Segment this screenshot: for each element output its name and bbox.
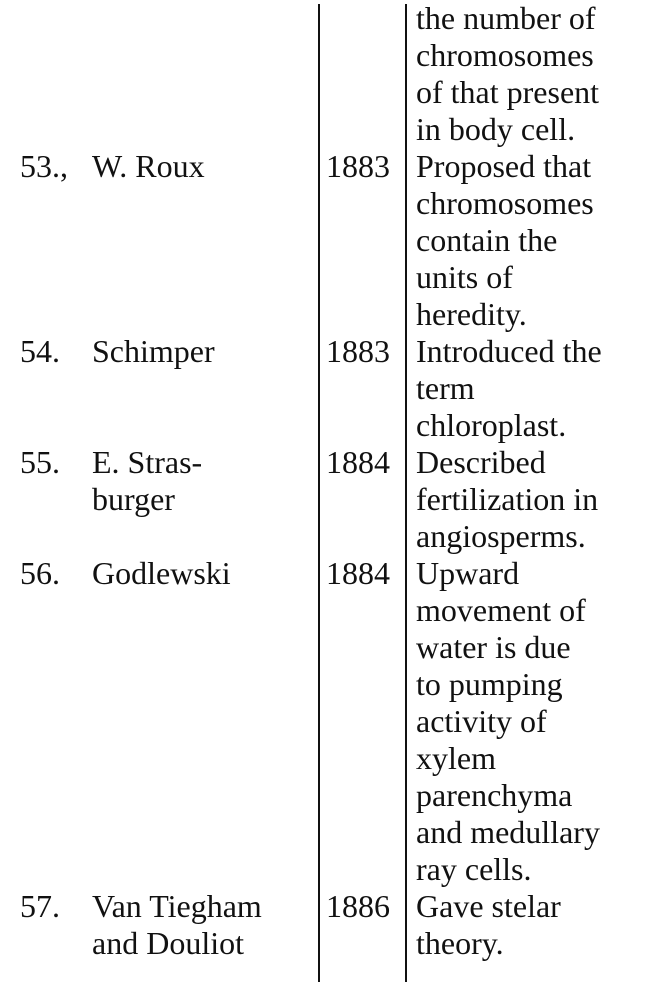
column-divider-right xyxy=(405,4,407,982)
entry-desc-line: angiosperms. xyxy=(416,518,586,554)
entry-desc-line: water is due xyxy=(416,629,571,665)
entry-desc-line: term xyxy=(416,370,475,406)
entry-desc-line: fertilization in xyxy=(416,481,599,517)
entry-number: 53., xyxy=(20,148,68,184)
entry-scientist: Godlewski xyxy=(92,555,231,591)
entry-number: 56. xyxy=(20,555,60,591)
entry-number: 57. xyxy=(20,888,60,924)
entry-desc-line: movement of xyxy=(416,592,586,628)
continued-desc-line: chromosomes xyxy=(416,37,594,73)
entry-desc-line: ray cells. xyxy=(416,851,532,887)
entry-scientist: and Douliot xyxy=(92,925,244,961)
entry-year: 1884 xyxy=(326,555,390,591)
entry-desc-line: Gave stelar xyxy=(416,888,561,924)
entry-scientist: W. Roux xyxy=(92,148,205,184)
entry-desc-line: to pumping xyxy=(416,666,563,702)
entry-desc-line: activity of xyxy=(416,703,547,739)
entry-desc-line: Proposed that xyxy=(416,148,592,184)
entry-year: 1884 xyxy=(326,444,390,480)
entry-scientist: Van Tiegham xyxy=(92,888,262,924)
entry-desc-line: theory. xyxy=(416,925,504,961)
column-divider-left xyxy=(318,4,320,982)
entry-desc-line: Introduced the xyxy=(416,333,602,369)
entry-desc-line: contain the xyxy=(416,222,558,258)
entry-desc-line: and medullary xyxy=(416,814,600,850)
continued-desc-line: of that present xyxy=(416,74,600,110)
entry-year: 1883 xyxy=(326,333,390,369)
entry-scientist: burger xyxy=(92,481,175,517)
entry-year: 1883 xyxy=(326,148,390,184)
continued-desc-line: the number of xyxy=(416,0,596,36)
entry-desc-line: Upward xyxy=(416,555,520,591)
entry-scientist: E. Stras- xyxy=(92,444,203,480)
entry-desc-line: parenchyma xyxy=(416,777,573,813)
entry-desc-line: heredity. xyxy=(416,296,527,332)
entry-desc-line: chloroplast. xyxy=(416,407,567,443)
continued-desc-line: in body cell. xyxy=(416,111,576,147)
entry-desc-line: xylem xyxy=(416,740,496,776)
entry-desc-line: Described xyxy=(416,444,546,480)
entry-desc-line: chromosomes xyxy=(416,185,594,221)
entry-desc-line: units of xyxy=(416,259,513,295)
entry-year: 1886 xyxy=(326,888,390,924)
entry-number: 54. xyxy=(20,333,60,369)
entry-scientist: Schimper xyxy=(92,333,215,369)
entry-number: 55. xyxy=(20,444,60,480)
